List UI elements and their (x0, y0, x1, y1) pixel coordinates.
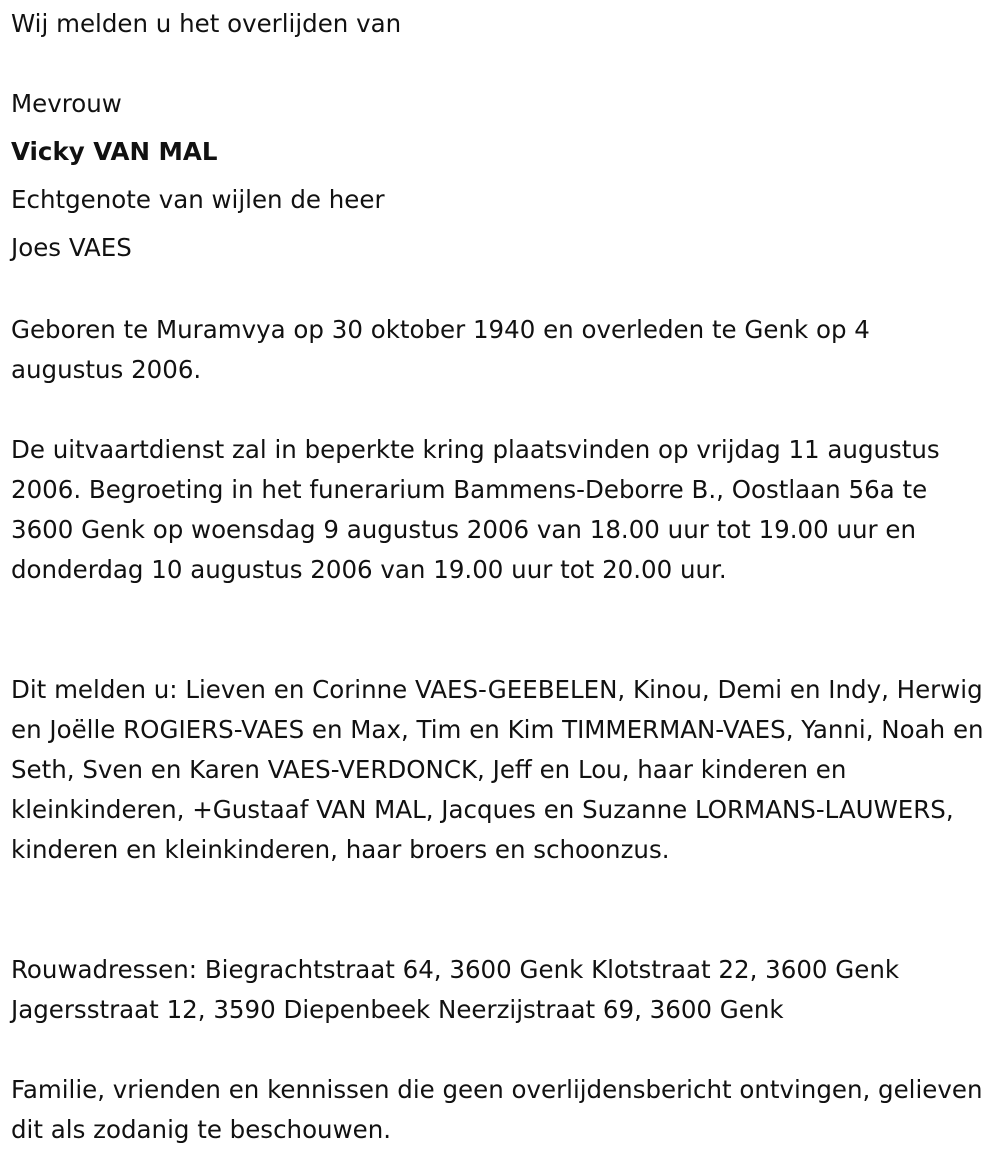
spouse-name: Joes VAES (11, 233, 132, 262)
closing-paragraph: Familie, vrienden en kennissen die geen overlijdensbericht ontvingen, gelieven dit als zodanig te beschouwen. (11, 1075, 983, 1144)
intro-line: Wij melden u het overlijden van (11, 9, 402, 38)
title-line: Mevrouw (11, 89, 122, 118)
service-paragraph: De uitvaartdienst zal in beperkte kring plaatsvinden op vrijdag 11 augustus 2006. Begroeting in het funerarium Bammens-Deborre B., Oostlaan 56a te 3600 Genk op woensdag 9 augustus 2006 van 18.00 uur tot 19.00 uur en donderdag 10 augustus 2006 van 19.00 uur tot 20.00 uur. (11, 435, 940, 584)
addresses-paragraph: Rouwadressen: Biegrachtstraat 64, 3600 Genk Klotstraat 22, 3600 Genk Jagersstraat 12, 3590 Diepenbeek Neerzijstraat 69, 3600 Genk (11, 955, 900, 1024)
relation-line: Echtgenote van wijlen de heer (11, 185, 385, 214)
birth-paragraph: Geboren te Muramvya op 30 oktober 1940 en overleden te Genk op 4 augustus 2006. (11, 315, 870, 384)
deceased-name: Vicky VAN MAL (11, 137, 218, 166)
family-paragraph: Dit melden u: Lieven en Corinne VAES-GEEBELEN, Kinou, Demi en Indy, Herwig en Joëlle ROGIERS-VAES en Max, Tim en Kim TIMMERMAN-VAES, Yanni, Noah en Seth, Sven en Karen VAES-VERDONCK, Jeff en Lou, haar kinderen en kleinkinderen, +Gustaaf VAN MAL, Jacques en Suzanne LORMANS-LAUWERS, kinderen en kleinkinderen, haar broers en schoonzus. (11, 675, 984, 864)
